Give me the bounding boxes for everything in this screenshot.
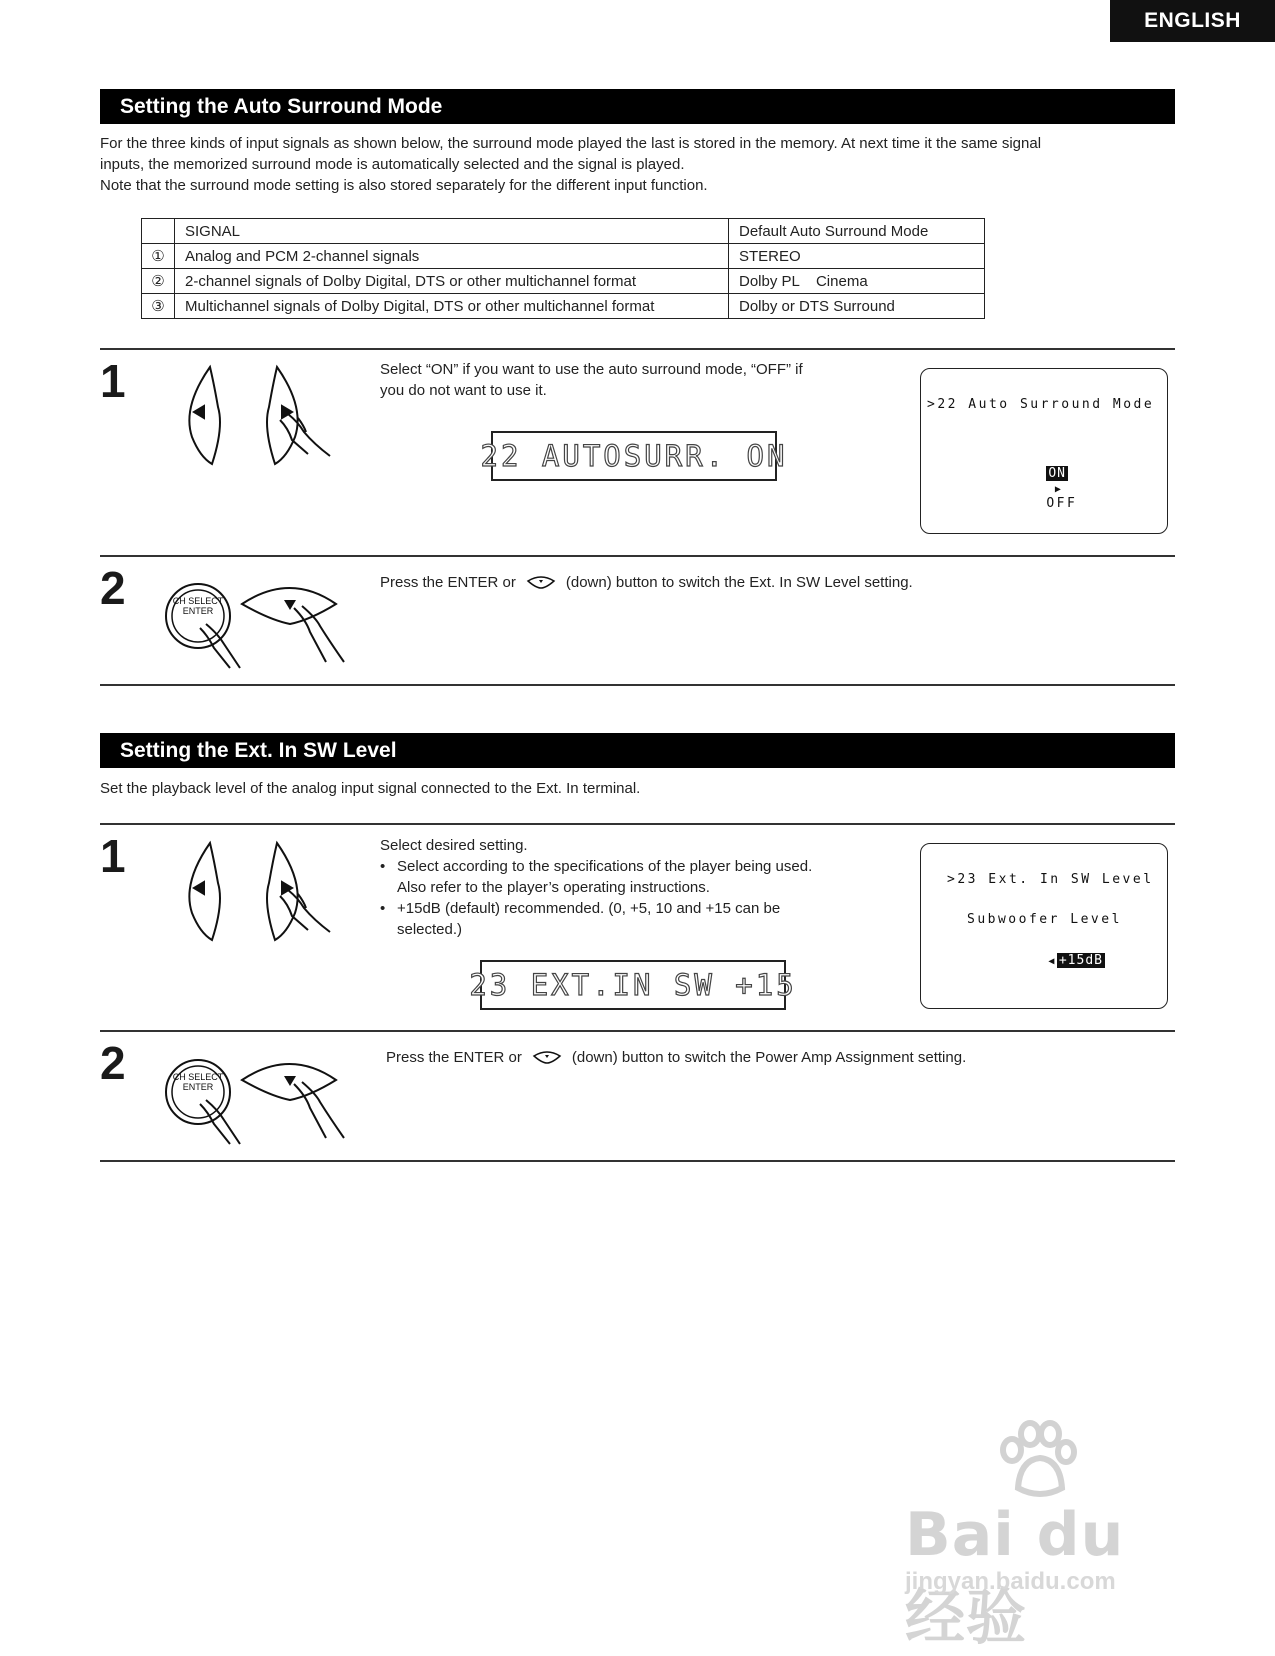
osd-value-row <box>1007 938 1105 983</box>
table-row <box>142 244 985 269</box>
table-row <box>142 294 985 319</box>
row-signal: Multichannel signals of Dolby Digital, DTS or other multichannel format <box>175 294 729 319</box>
baidu-watermark <box>900 1420 1200 1653</box>
enter-button-label-2: ENTER <box>182 1082 214 1092</box>
osd-subtitle: Subwoofer Level <box>967 912 1122 927</box>
divider <box>100 823 1175 825</box>
osd-title: >23 Ext. In SW Level <box>947 872 1154 887</box>
paw-icon <box>990 1420 1080 1500</box>
osd-other-option: OFF <box>1046 496 1078 511</box>
step-number: 1 <box>100 355 126 407</box>
lcd-display: 22 AUTOSURR. ON <box>491 431 777 481</box>
enter-down-buttons-illustration <box>160 572 350 672</box>
row-signal: 2-channel signals of Dolby Digital, DTS or other multichannel format <box>175 269 729 294</box>
step2-text <box>380 572 913 593</box>
bullet-line: Also refer to the player’s operating instructions. <box>397 879 710 896</box>
step-number: 2 <box>100 1037 126 1089</box>
enter-button-icon <box>166 584 240 668</box>
table-row <box>142 269 985 294</box>
step-number: 1 <box>100 830 126 882</box>
bullet-line: +15dB (default) recommended. (0, +5, 10 and +15 can be <box>397 900 781 917</box>
enter-button-label-1: CH SELECT <box>172 1072 224 1082</box>
row-mode: Dolby or DTS Surround <box>729 294 985 319</box>
signal-table <box>141 218 985 319</box>
intro-line-1: For the three kinds of input signals as shown below, the surround mode played the last is stored in the memory. At next time it the same signal <box>100 135 1042 152</box>
osd-level-value: +15dB <box>1058 953 1103 968</box>
row-mode: Dolby PL Cinema <box>729 269 985 294</box>
section-title-ext-in-sw-level: Setting the Ext. In SW Level <box>100 733 1175 768</box>
enter-down-buttons-illustration <box>160 1048 350 1148</box>
list-item <box>380 898 880 940</box>
step2-text-after: (down) button to switch the Power Amp Assignment setting. <box>571 1049 967 1066</box>
divider <box>100 684 1175 686</box>
left-right-buttons-illustration <box>180 362 340 472</box>
row-number: ② <box>142 269 175 294</box>
step1-bullets <box>380 856 880 940</box>
down-button-icon <box>242 1064 344 1138</box>
section1-intro <box>100 133 1180 196</box>
bullet-line: selected.) <box>397 921 463 938</box>
step1-text <box>380 835 880 940</box>
step2-text-before: Press the ENTER or <box>386 1049 522 1066</box>
section-title-auto-surround: Setting the Auto Surround Mode <box>100 89 1175 124</box>
enter-button-icon <box>166 1060 240 1144</box>
osd-selected-option: ON <box>1048 466 1066 481</box>
enter-button-label-2: ENTER <box>182 606 214 616</box>
down-button-icon <box>526 576 556 590</box>
intro-line-3: Note that the surround mode setting is also stored separately for the different input function. <box>100 177 708 194</box>
table-header: Default Auto Surround Mode <box>729 219 985 244</box>
enter-button-label-1: CH SELECT <box>172 596 224 606</box>
left-button-icon <box>189 367 220 464</box>
step2-text-after: (down) button to switch the Ext. In SW Level setting. <box>565 574 913 591</box>
down-button-icon <box>532 1051 562 1065</box>
list-item <box>380 856 880 898</box>
osd-title: >22 Auto Surround Mode <box>927 397 1155 412</box>
right-button-icon <box>267 843 330 940</box>
row-number: ③ <box>142 294 175 319</box>
table-header-row <box>142 219 985 244</box>
watermark-brand: Bai du 经验 <box>905 1500 1125 1653</box>
step1-text <box>380 359 803 401</box>
row-signal: Analog and PCM 2-channel signals <box>175 244 729 269</box>
step2-text-before: Press the ENTER or <box>380 574 516 591</box>
row-mode: STEREO <box>729 244 985 269</box>
step1-text-line: Select “ON” if you want to use the auto surround mode, “OFF” if <box>380 361 803 378</box>
step1-text-line: you do not want to use it. <box>380 382 547 399</box>
section2-intro: Set the playback level of the analog input signal connected to the Ext. In terminal. <box>100 780 641 797</box>
osd-screen <box>920 368 1168 534</box>
divider <box>100 348 1175 350</box>
bullet-line: Select according to the specifications of the player being used. <box>397 858 813 875</box>
divider <box>100 1030 1175 1032</box>
right-arrow-icon: ▶ <box>1046 484 1072 495</box>
watermark-url: jingyan.baidu.com <box>905 1568 1116 1595</box>
language-tab: ENGLISH <box>1110 0 1275 42</box>
left-arrow-icon: ◀ <box>1048 956 1057 967</box>
step1-heading: Select desired setting. <box>380 837 528 854</box>
osd-option-row <box>1005 451 1077 526</box>
left-button-icon <box>189 843 220 940</box>
table-header <box>142 219 175 244</box>
divider <box>100 555 1175 557</box>
left-right-buttons-illustration <box>180 838 340 948</box>
table-header: SIGNAL <box>175 219 729 244</box>
step2-text <box>386 1047 966 1068</box>
right-button-icon <box>267 367 330 464</box>
step-number: 2 <box>100 562 126 614</box>
row-number: ① <box>142 244 175 269</box>
divider <box>100 1160 1175 1162</box>
lcd-display: 23 EXT.IN SW +15 <box>480 960 786 1010</box>
down-button-icon <box>242 588 344 662</box>
osd-screen <box>920 843 1168 1009</box>
intro-line-2: inputs, the memorized surround mode is automatically selected and the signal is played. <box>100 156 685 173</box>
